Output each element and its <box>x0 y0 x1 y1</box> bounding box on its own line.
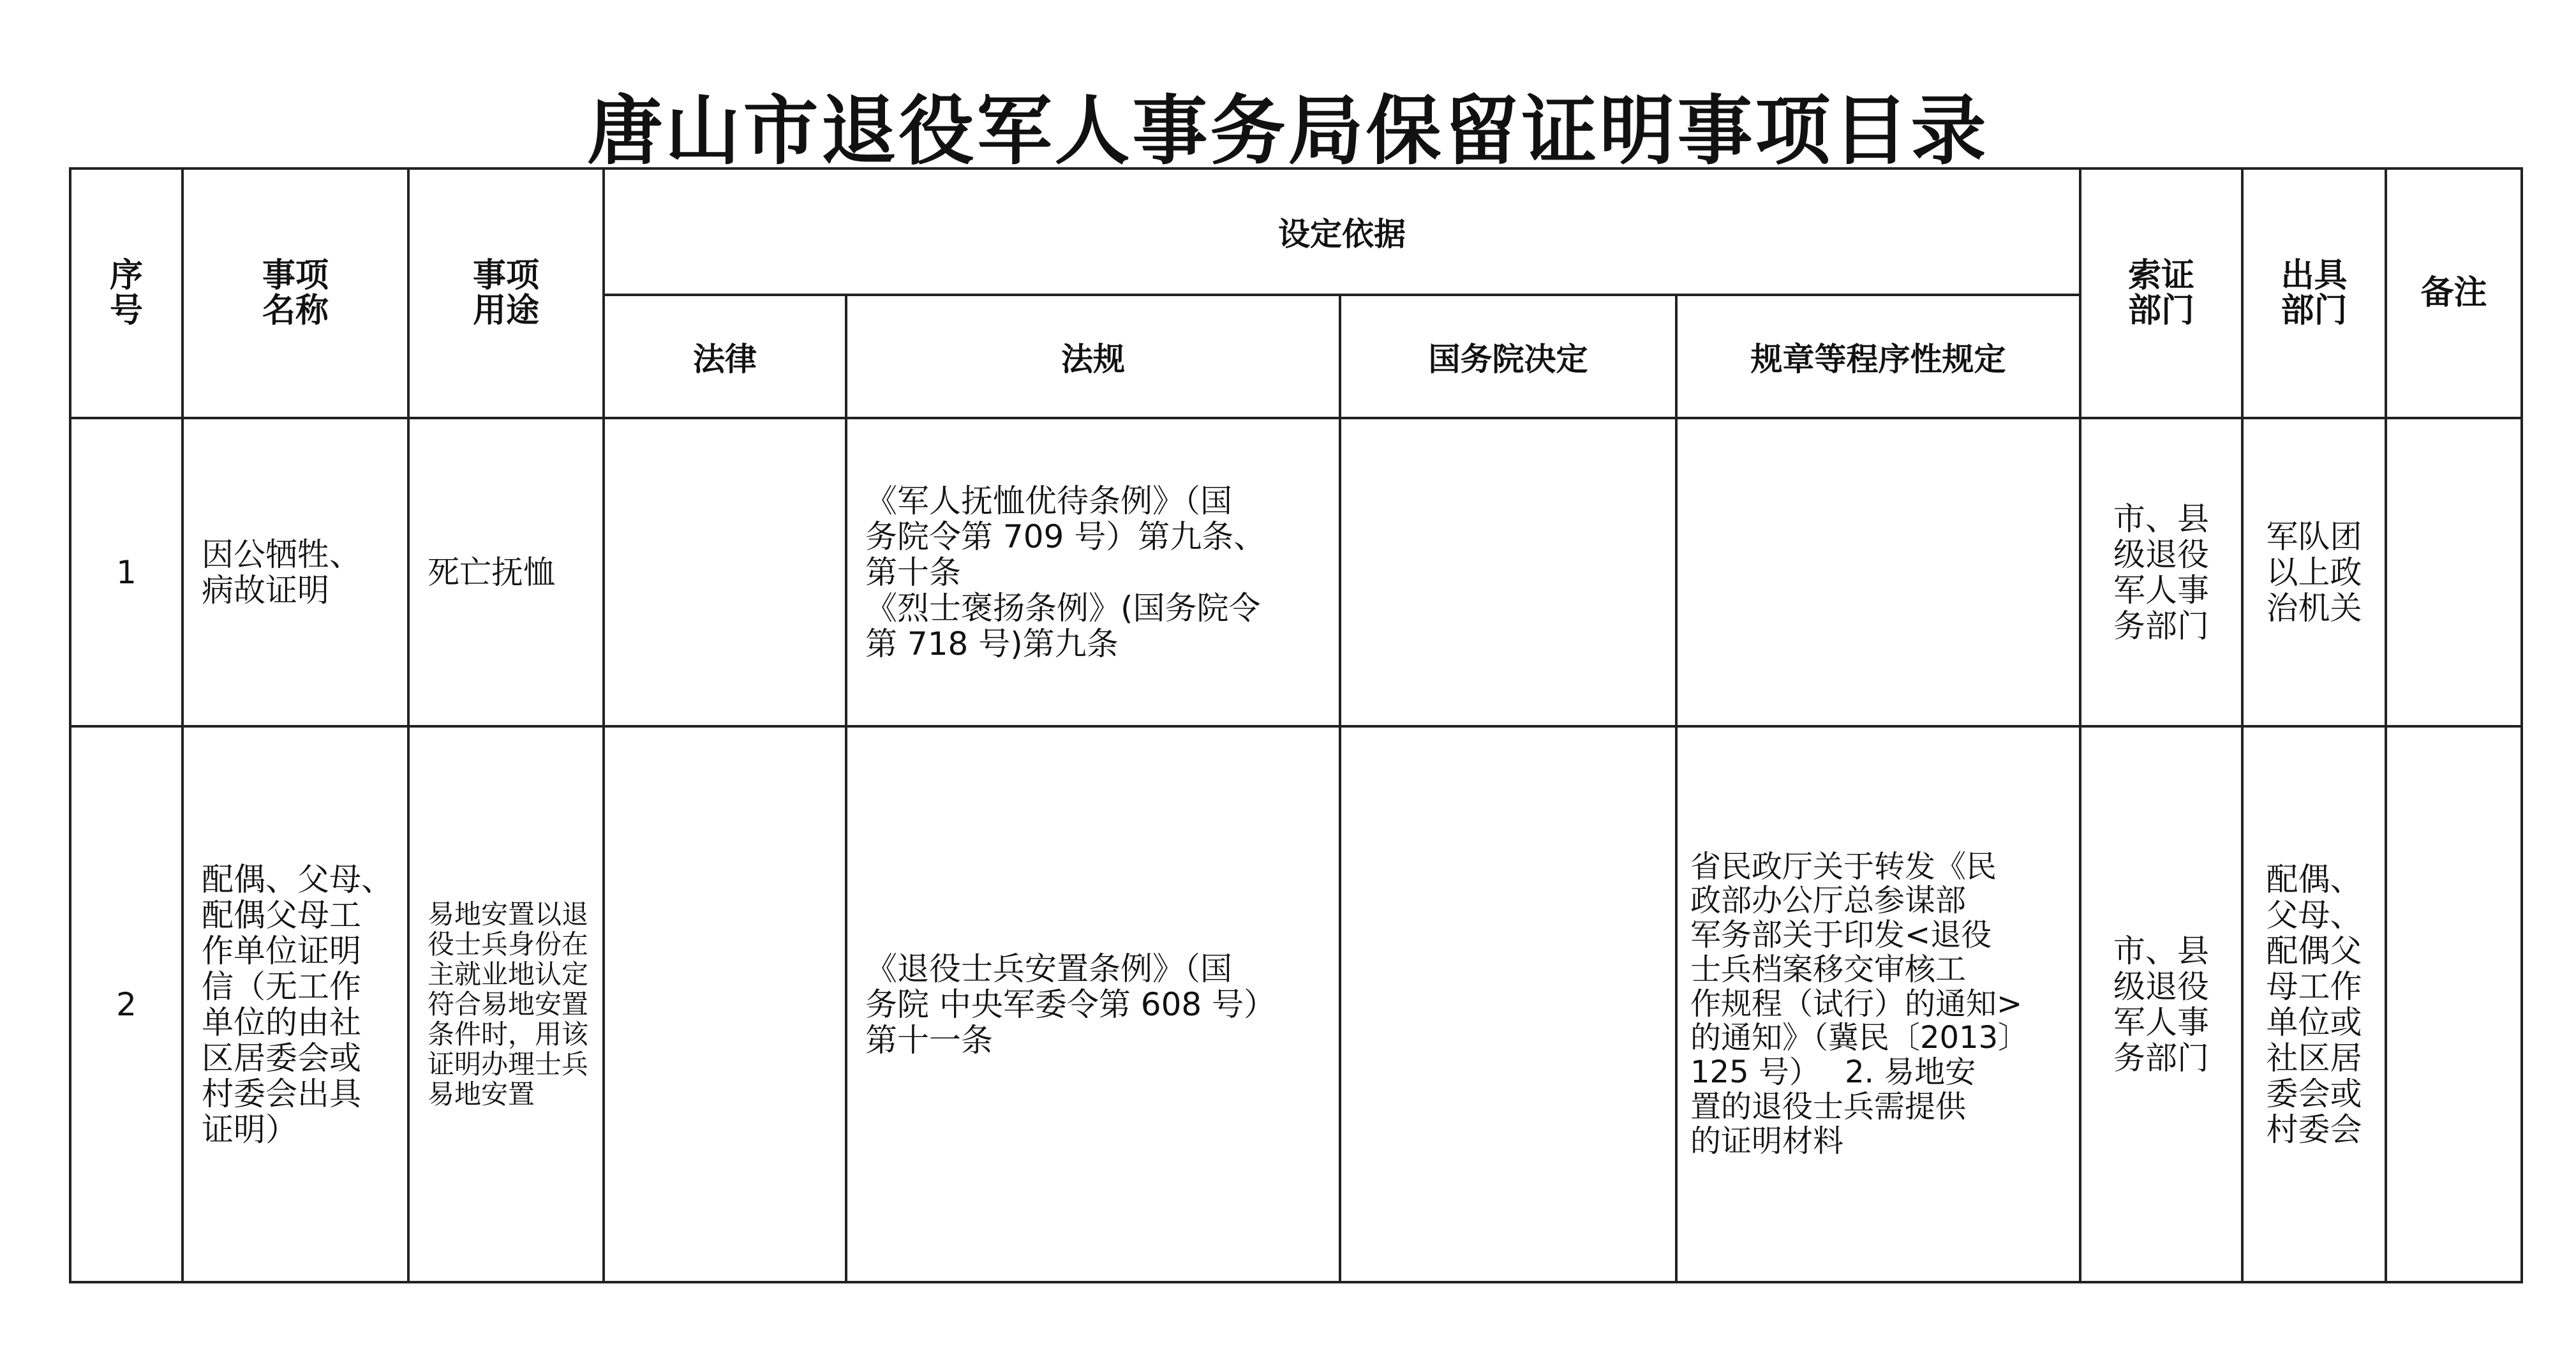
table-row <box>70 726 2522 1282</box>
catalog-table <box>69 167 2523 1283</box>
header-item-use: 事项 用途 <box>408 168 604 418</box>
row-seq: 2 <box>70 726 182 1282</box>
header-rules: 规章等程序性规定 <box>1676 295 2080 418</box>
row-remark <box>2386 726 2522 1282</box>
header-request-dept: 索证 部门 <box>2080 168 2242 418</box>
header-row-top <box>70 168 2522 295</box>
row-item-name: 因公牺牲、 病故证明 <box>182 418 408 726</box>
header-issue-dept: 出具 部门 <box>2242 168 2386 418</box>
header-state-council: 国务院决定 <box>1340 295 1676 418</box>
row-law <box>604 726 846 1282</box>
row-item-use: 死亡抚恤 <box>408 418 604 726</box>
header-seq: 序 号 <box>70 168 182 418</box>
row-state-council <box>1340 726 1676 1282</box>
header-law: 法律 <box>604 295 846 418</box>
row-law <box>604 418 846 726</box>
row-request-dept: 市、县 级退役 军人事 务部门 <box>2080 726 2242 1282</box>
row-seq: 1 <box>70 418 182 726</box>
row-item-use: 易地安置以退 役士兵身份在 主就业地认定 符合易地安置 条件时，用该 证明办理士兵 易地安置 <box>408 726 604 1282</box>
row-request-dept: 市、县 级退役 军人事 务部门 <box>2080 418 2242 726</box>
row-item-name: 配偶、父母、 配偶父母工 作单位证明 信（无工作 单位的由社 区居委会或 村委会出具 证明） <box>182 726 408 1282</box>
row-rules <box>1676 418 2080 726</box>
header-basis: 设定依据 <box>604 168 2080 295</box>
header-item-name: 事项 名称 <box>182 168 408 418</box>
row-remark <box>2386 418 2522 726</box>
page-title: 唐山市退役军人事务局保留证明事项目录 <box>587 86 1989 175</box>
header-regulation: 法规 <box>846 295 1340 418</box>
row-regulation: 《退役士兵安置条例》（国 务院 中央军委令第 608 号） 第十一条 <box>846 726 1340 1282</box>
header-remark: 备注 <box>2386 168 2522 418</box>
row-state-council <box>1340 418 1676 726</box>
row-issue-dept: 配偶、 父母、 配偶父 母工作 单位或 社区居 委会或 村委会 <box>2242 726 2386 1282</box>
row-regulation: 《军人抚恤优待条例》（国 务院令第 709 号）第九条、 第十条 《烈士褒扬条例》(国务院令 第 718 号)第九条 <box>846 418 1340 726</box>
table-row <box>70 418 2522 726</box>
row-rules: 省民政厅关于转发《民 政部办公厅总参谋部 军务部关于印发<退役 士兵档案移交审核工 作规程（试行）的通知> 的通知》（冀民〔2013〕 125 号） 2. 易地安 置的退役士兵需提供 的证明材料 <box>1676 726 2080 1282</box>
row-issue-dept: 军队团 以上政 治机关 <box>2242 418 2386 726</box>
